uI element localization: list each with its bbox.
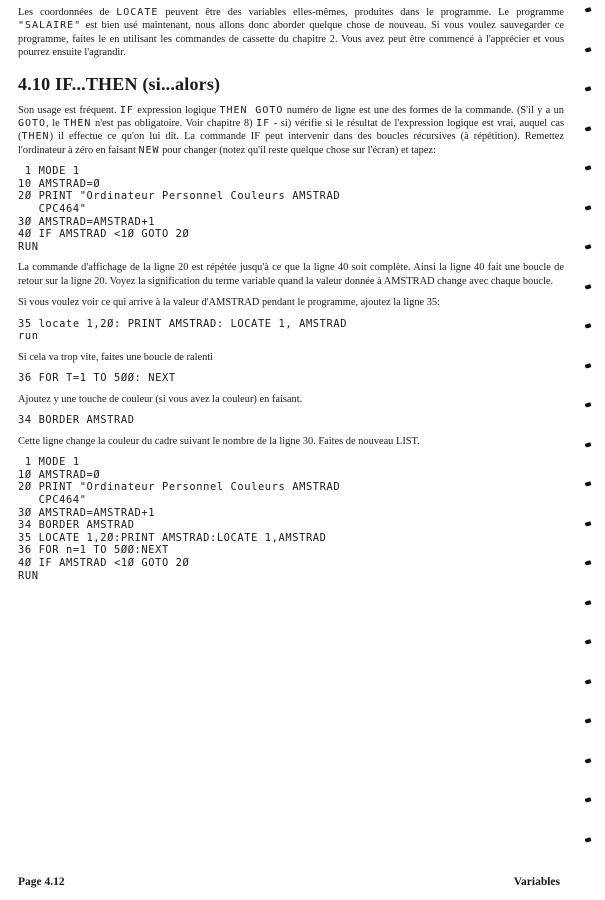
binding-mark [585,521,592,527]
binding-mark [585,679,592,685]
binding-mark [585,442,592,448]
explanation-paragraph: La commande d'affichage de la ligne 20 est répétée jusqu'à ce que la ligne 40 soit complète. Ainsi la ligne 40 fait une boucle de retour sur la ligne 20. Voyez la signification du terme variable quand la valeur donnée à AMSTRAD change avec chaque boucle. [18,262,564,287]
code-listing-5: 1 MODE 1 1Ø AMSTRAD=Ø 2Ø PRINT "Ordinateur Personnel Couleurs AMSTRAD CPC464" 3Ø AMSTRAD=AMSTRAD+1 34 BORDER AMSTRAD 35 LOCATE 1,2Ø:PRINT AMSTRAD:LOCATE 1,AMSTRAD 36 FOR n=1 TO 5ØØ:NEXT 4Ø IF AMSTRAD <1Ø GOTO 2Ø RUN [18,456,341,582]
binding-mark [585,126,592,132]
binding-mark [585,244,592,250]
basic-keyword: IF [256,118,271,130]
binding-marks [571,0,605,900]
basic-keyword: LOCATE [116,7,159,18]
binding-mark [585,837,592,843]
slowdown-paragraph: Si cela va trop vite, faites une boucle de ralenti [18,351,214,363]
code-listing-2: 35 locate 1,2Ø: PRINT AMSTRAD: LOCATE 1, AMSTRAD run [18,317,348,343]
binding-mark [585,600,592,606]
binding-mark [585,639,592,645]
intro-paragraph: Les coordonnées de LOCATE peuvent être des variables elles-mêmes, produites dans le programme. Le programme "SALAIRE" est bien usé maintenant, nous allons donc aborder quelque chose de nouveau. Si vous voulez sauvegarder ce programme, faites le en utilisant les commandes de cassette du chapitre 2. Vous avez peut être commencé à l'apprécier et vous pourrez ensuite l'agrandir. [18,7,564,59]
binding-mark [585,86,592,92]
code-listing-1: 1 MODE 1 10 AMSTRAD=Ø 2Ø PRINT "Ordinateur Personnel Couleurs AMSTRAD CPC464" 3Ø AMSTRAD=AMSTRAD+1 4Ø IF AMSTRAD <1Ø GOTO 2Ø RUN [18,165,341,253]
code-listing-3: 36 FOR T=1 TO 5ØØ: NEXT [18,372,176,385]
if-then-paragraph: Son usage est fréquent. IF expression logique THEN GOTO numéro de ligne est une des formes de la commande. (S'il y a un GOTO, le THEN n'est pas obligatoire. Voir chapitre 8) IF - si) vérifie si le résultat de l'expression logique est vrai, auquel cas (THEN) il effectue ce qu'on lui dit. La commande IF peut intervenir dans des boucles récursives (à répétition). Remettez l'ordinateur à zéro en faisant NEW pour changer (notez qu'il reste quelque chose sur l'écran) et tapez: [18,104,565,156]
basic-keyword: GOTO [18,118,47,130]
line35-paragraph: Si vous voulez voir ce qui arrive à la valeur d'AMSTRAD pendant le programme, ajoutez la ligne 35: [18,297,440,309]
basic-keyword: THEN [21,131,50,143]
binding-mark [585,718,592,724]
binding-mark [585,165,592,171]
binding-mark [585,560,592,566]
binding-mark [585,47,592,53]
code-listing-4: 34 BORDER AMSTRAD [18,414,135,427]
footer-page-number: Page 4.12 [18,876,65,888]
binding-mark [585,402,592,408]
basic-keyword: THEN [63,118,92,130]
basic-keyword: IF [119,104,134,116]
basic-keyword: THEN GOTO [219,104,284,116]
color-paragraph: Ajoutez y une touche de couleur (si vous avez la couleur) en faisant. [18,393,303,405]
binding-mark [585,797,592,803]
binding-mark [585,363,592,369]
binding-mark [585,284,592,290]
binding-mark [585,7,592,13]
footer-chapter: Variables [513,876,560,888]
binding-mark [585,758,592,764]
page-content [18,6,564,590]
binding-mark [585,481,592,487]
basic-keyword: NEW [138,144,160,156]
binding-mark [585,323,592,329]
binding-mark [585,205,592,211]
section-heading: 4.10 IF...THEN (si...alors) [18,73,221,94]
border-paragraph: Cette ligne change la couleur du cadre suivant le nombre de la ligne 30. Faites de nouveau LIST. [18,435,420,447]
page-footer [18,876,560,888]
basic-keyword: "SALAIRE" [18,20,82,32]
